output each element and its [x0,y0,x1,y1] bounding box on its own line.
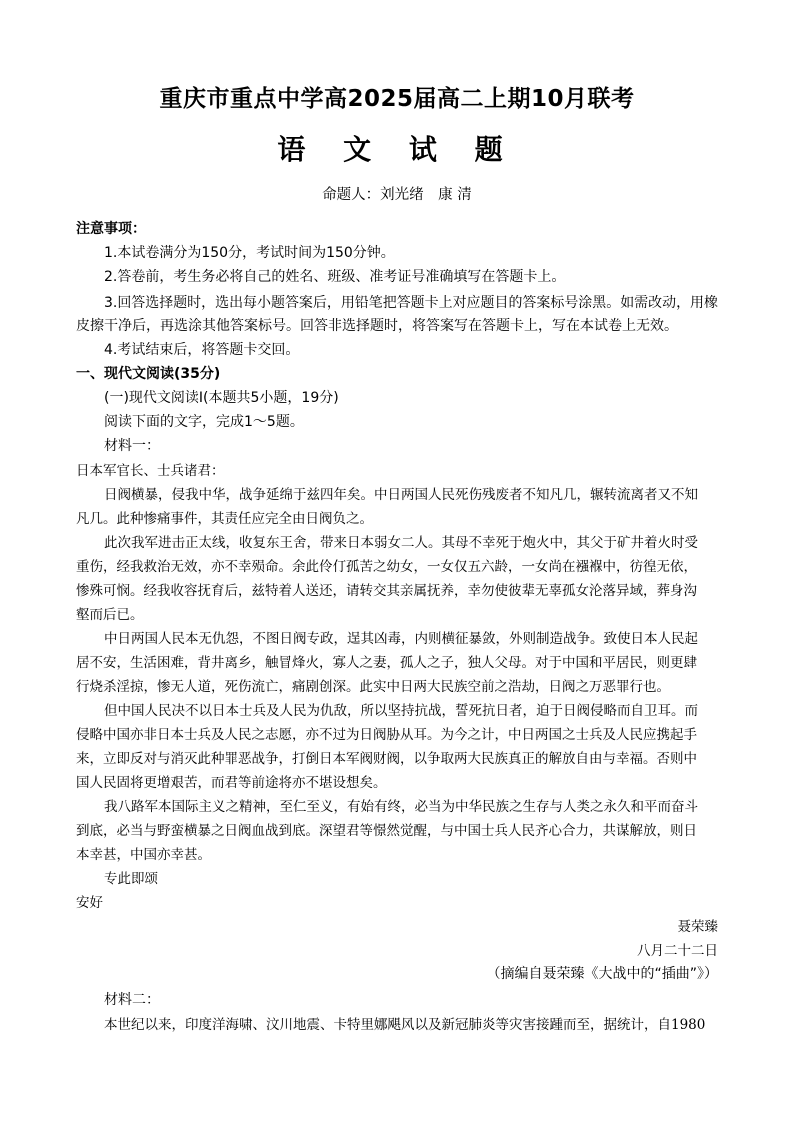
letter-date: 八月二十二日 [637,943,718,959]
letter-line: 中日两国人民本无仇怨，不图日阀专政，逞其凶毒，内则横征暴敛，外则制造战争。致使日本人民起 [104,631,698,647]
letter-line: 壑而后已。 [76,607,144,623]
section-heading: 一、现代文阅读(35分) [76,366,221,382]
material-label: 材料一： [104,438,160,454]
letter-closing: 专此即颂 [104,871,158,887]
letter-line: 惨殊可悯。经我收容抚育后，兹特着人送还，请转交其亲属抚养，幸勿使彼辈无辜孤女沦落异域，葬身沟 [76,583,697,599]
notice-line: 1.本试卷满分为150分，考试时间为150分钟。 [104,245,395,261]
notice-line: 4.考试结束后，将答题卡交回。 [104,342,300,358]
material2-line: 本世纪以来，印度洋海啸、汶川地震、卡特里娜飓风以及新冠肺炎等灾害接踵而至，据统计，自1980 [104,1017,706,1033]
sub-heading: (一)现代文阅读Ⅰ(本题共5小题，19分) [104,390,339,406]
letter-line: 凡几。此种惨痛事件，其责任应完全由日阀负之。 [76,511,373,527]
letter-line: 日阀横暴，侵我中华，战争延绵于兹四年矣。中日两国人民死伤残废者不知凡几，辗转流离者又不知 [104,487,698,503]
letter-line: 到底，必当与野蛮横暴之日阀血战到底。深望君等憬然觉醒，与中国士兵人民齐心合力，共谋解放，则日 [76,823,697,839]
letter-line: 国人民固将更增艰苦，而君等前途将亦不堪设想矣。 [76,775,387,791]
exam-title: 重庆市重点中学高2025届高二上期10月联考 [159,86,635,112]
letter-salutation: 日本军官长、士兵诸君： [76,463,225,479]
letter-line: 本幸甚，中国亦幸甚。 [76,847,211,863]
material-label: 材料二： [104,992,160,1008]
letter-line: 我八路军本国际主义之精神，至仁至义，有始有终，必当为中华民族之生存与人类之永久和平而奋斗 [104,799,698,815]
author-line: 命题人：刘光绪 康 清 [322,187,472,203]
letter-line: 侵略中国亦非日本士兵及人民之志愿，亦不过为日阀胁从耳。为今之计，中日两国之士兵及人民应携起手 [76,727,697,743]
letter-regards: 安好 [76,895,103,911]
letter-line: 重伤，经我救治无效，亦不幸殒命。余此伶仃孤苦之幼女，一女仅五六龄，一女尚在襁褓中，彷徨无依， [76,559,697,575]
letter-line: 但中国人民决不以日本士兵及人民为仇敌，所以坚持抗战，誓死抗日者，迫于日阀侵略而自卫耳。而 [104,703,698,719]
letter-line: 此次我军进击正太线，收复东王舍，带来日本弱女二人。其母不幸死于炮火中，其父于矿井着火时受 [104,535,698,551]
notice-line: 2.答卷前，考生务必将自己的姓名、班级、准考证号准确填写在答题卡上。 [104,269,566,285]
letter-line: 行烧杀淫掠，惨无人道，死伤流亡，痛剧创深。此实中日两大民族空前之浩劫，日阀之万恶罪行也。 [76,679,670,695]
instruction: 阅读下面的文字，完成1～5题。 [104,414,304,430]
letter-line: 居不安，生活困难，背井离乡，触冒烽火，寡人之妻，孤人之子，独人父母。对于中国和平居民，则更肆 [76,655,697,671]
notice-line: 皮擦干净后，再选涂其他答案标号。回答非选择题时，将答案写在答题卡上，写在本试卷上无效。 [76,318,678,334]
notice-line: 3.回答选择题时，选出每小题答案后，用铅笔把答题卡上对应题目的答案标号涂黑。如需改动，用橡 [104,295,718,311]
letter-signature: 聂荣臻 [677,919,718,935]
letter-source: （摘编自聂荣臻《大战中的“插曲”》） [486,966,718,982]
notice-heading: 注意事项： [76,221,146,237]
subject-title: 语 文 试 题 [277,133,517,166]
letter-line: 来，立即反对与消灭此种罪恶战争，打倒日本军阀财阀，以争取两大民族真正的解放自由与幸福。否则中 [76,751,697,767]
